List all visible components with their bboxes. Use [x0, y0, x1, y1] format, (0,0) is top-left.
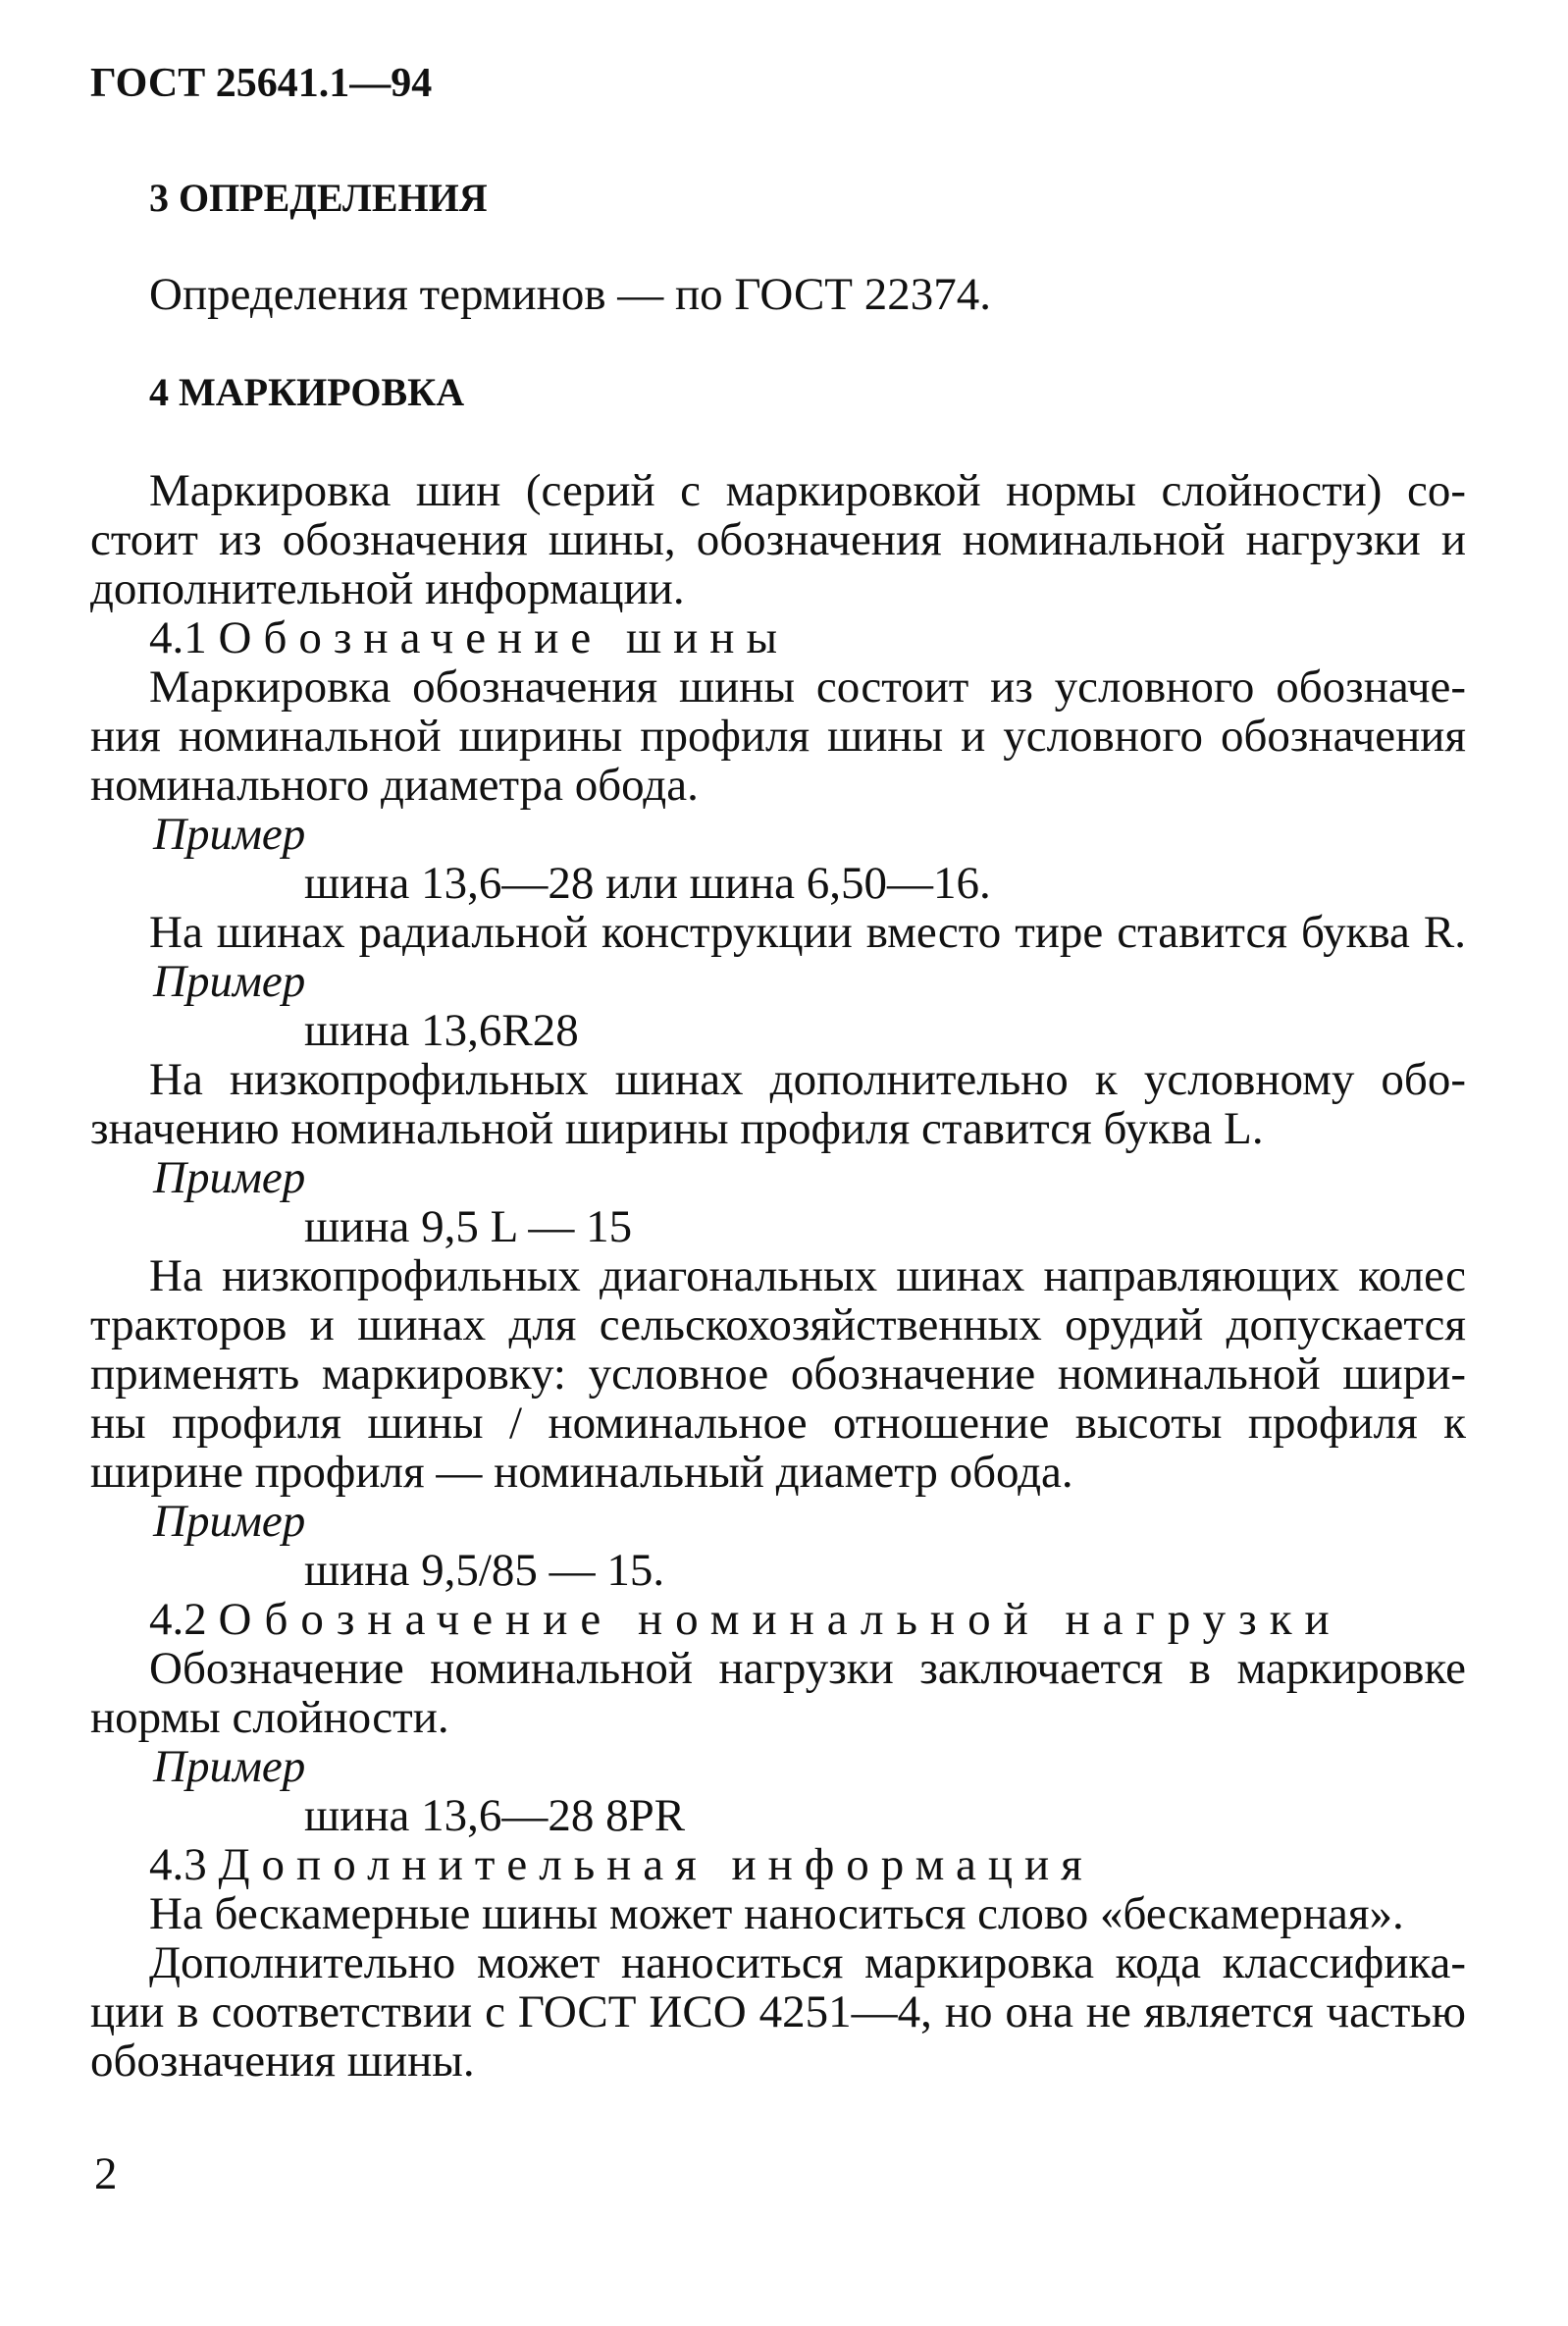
- s41-p4-line-1: На низкопрофильных диагональных шинах направляющих колес: [149, 1250, 1466, 1301]
- s42-p1-line-2: нормы слойности.: [90, 1692, 449, 1743]
- example-label-1: Пример: [153, 809, 306, 860]
- s41-p3-line-1: На низкопрофильных шинах дополнительно к условному обо-: [149, 1054, 1466, 1105]
- s41-p1-line-1: Маркировка обозначения шины состоит из условного обозначе-: [149, 661, 1466, 713]
- subsection-4-2-number: 4.2: [149, 1594, 207, 1645]
- s41-p1-line-3: номинального диаметра обода.: [90, 760, 699, 811]
- section-3-text: Определения терминов — по ГОСТ 22374.: [149, 269, 992, 320]
- section-3-title: 3 ОПРЕДЕЛЕНИЯ: [149, 176, 488, 220]
- s41-p4-line-5: ширине профиля — номинальный диаметр обода.: [90, 1447, 1073, 1498]
- section-4-title: 4 МАРКИРОВКА: [149, 370, 465, 414]
- section-4-intro-line-2: стоит из обозначения шины, обозначения номинальной нагрузки и: [90, 514, 1466, 565]
- example-label-4: Пример: [153, 1496, 306, 1547]
- section-4-intro-line-1: Маркировка шин (серий с маркировкой нормы слойности) со-: [149, 465, 1466, 516]
- document-id: ГОСТ 25641.1—94: [90, 61, 433, 106]
- s43-p1: На бескамерные шины может наноситься слово «бескамерная».: [149, 1888, 1404, 1939]
- example-text-1: шина 13,6—28 или шина 6,50—16.: [304, 858, 991, 909]
- subsection-4-1-number: 4.1: [149, 612, 207, 663]
- page-number: 2: [94, 2148, 118, 2199]
- example-label-2: Пример: [153, 956, 306, 1007]
- example-text-2: шина 13,6R28: [304, 1005, 579, 1056]
- s41-p4-line-4: ны профиля шины / номинальное отношение высоты профиля к: [90, 1398, 1466, 1449]
- s41-p1-line-2: ния номинальной ширины профиля шины и условного обозначения: [90, 711, 1466, 762]
- subsection-4-1-title: Обозначение шины: [218, 612, 790, 663]
- s41-p4-line-3: применять маркировку: условное обозначение номинальной шири-: [90, 1348, 1466, 1400]
- subsection-4-3-number: 4.3: [149, 1839, 207, 1890]
- s43-p2-line-2: ции в соответствии с ГОСТ ИСО 4251—4, но она не является частью: [90, 1986, 1466, 2037]
- s42-p1-line-1: Обозначение номинальной нагрузки заключается в маркировке: [149, 1643, 1466, 1694]
- example-text-4: шина 9,5/85 — 15.: [304, 1545, 665, 1596]
- example-label-3: Пример: [153, 1152, 306, 1203]
- s43-p2-line-1: Дополнительно может наноситься маркировка кода классифика-: [149, 1937, 1466, 1988]
- s41-p2: На шинах радиальной конструкции вместо тире ставится буква R.: [149, 907, 1466, 958]
- subsection-4-3-title: Дополнительная информация: [218, 1839, 1094, 1890]
- subsection-4-3-heading: [149, 1840, 1094, 1889]
- section-4-intro-line-3: дополнительной информации.: [90, 563, 685, 614]
- example-label-5: Пример: [153, 1741, 306, 1792]
- subsection-4-2-heading: [149, 1595, 1342, 1644]
- example-text-3: шина 9,5 L — 15: [304, 1201, 633, 1252]
- subsection-4-1-heading: [149, 613, 789, 662]
- s41-p3-line-2: значению номинальной ширины профиля ставится буква L.: [90, 1103, 1264, 1154]
- subsection-4-2-title: Обозначение номинальной нагрузки: [218, 1594, 1342, 1645]
- s41-p4-line-2: тракторов и шинах для сельскохозяйственных орудий допускается: [90, 1299, 1466, 1350]
- s43-p2-line-3: обозначения шины.: [90, 2035, 475, 2087]
- example-text-5: шина 13,6—28 8PR: [304, 1790, 686, 1841]
